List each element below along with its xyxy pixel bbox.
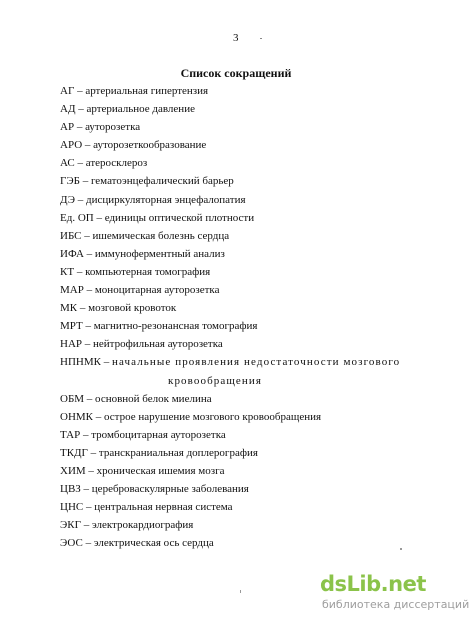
abbreviation-row xyxy=(60,245,400,263)
abbreviation-term: ДЭ xyxy=(60,193,76,206)
abbreviation-separator: – xyxy=(77,302,89,315)
page-title: Список сокращений xyxy=(180,66,292,80)
abbreviation-term: ИФА xyxy=(60,247,84,260)
abbreviation-row xyxy=(60,100,400,118)
abbreviation-separator: – xyxy=(82,139,94,152)
abbreviation-separator: – xyxy=(74,157,86,170)
abbreviation-definition: начальные проявления недостаточности мозгового xyxy=(111,356,401,369)
abbreviation-row xyxy=(60,408,400,426)
abbreviation-definition: электрическая ось сердца xyxy=(93,537,214,550)
abbreviation-term: ТАР xyxy=(60,428,81,441)
abbreviation-separator: – xyxy=(80,519,92,532)
abbreviation-row xyxy=(60,172,400,190)
abbreviation-separator: – xyxy=(83,247,95,260)
abbreviation-definition: нейтрофильная ауторозетка xyxy=(93,338,223,351)
abbreviation-row xyxy=(60,209,400,227)
abbreviation-term: ОБМ xyxy=(60,392,85,405)
abbreviation-separator: – xyxy=(74,265,86,278)
abbreviation-row xyxy=(60,317,400,335)
abbreviation-term: АРО xyxy=(60,139,83,152)
abbreviation-definition: тромбоцитарная ауторозетка xyxy=(91,428,226,441)
abbreviation-definition: мозговой кровоток xyxy=(88,302,177,315)
abbreviation-term: ЦНС xyxy=(60,501,84,514)
watermark-tagline: библиотека диссертаций xyxy=(322,598,469,611)
abbreviation-row xyxy=(60,335,400,353)
abbreviation-row xyxy=(60,390,400,408)
page-number: 3 xyxy=(233,32,239,44)
abbreviation-term: НАР xyxy=(60,338,83,351)
abbreviation-row xyxy=(60,191,400,209)
scan-speck xyxy=(400,548,402,550)
abbreviation-separator: – xyxy=(82,338,94,351)
abbreviation-row xyxy=(60,516,400,534)
abbreviation-term: ГЭБ xyxy=(60,175,80,188)
abbreviation-separator: – xyxy=(79,175,91,188)
abbreviation-separator: – xyxy=(75,193,87,206)
abbreviation-definition: единицы оптической плотности xyxy=(104,211,255,224)
abbreviation-term: КТ xyxy=(60,265,75,278)
abbreviation-definition: иммуноферментный анализ xyxy=(94,247,225,260)
abbreviation-term: ОНМК xyxy=(60,410,94,423)
abbreviation-definition: атеросклероз xyxy=(85,157,148,170)
abbreviation-term: Ед. ОП xyxy=(60,211,94,224)
abbreviation-term: НПНМК xyxy=(60,356,101,369)
abbreviation-separator: – xyxy=(82,537,94,550)
abbreviation-separator: – xyxy=(80,428,92,441)
abbreviation-row xyxy=(60,263,400,281)
abbreviation-term: МРТ xyxy=(60,320,83,333)
scan-speck xyxy=(260,38,262,39)
abbreviation-definition: гематоэнцефалический барьер xyxy=(90,175,234,188)
abbreviation-list xyxy=(60,82,400,552)
abbreviation-definition-continuation: кровообращения xyxy=(168,374,263,387)
abbreviation-separator: – xyxy=(74,121,86,134)
abbreviation-row xyxy=(60,498,400,516)
abbreviation-separator: – xyxy=(84,392,96,405)
abbreviation-definition: артериальная гипертензия xyxy=(85,85,209,97)
abbreviation-row xyxy=(60,444,400,462)
abbreviation-definition: транскраниальная доплерография xyxy=(98,446,258,459)
abbreviation-row xyxy=(60,353,400,371)
abbreviation-separator: – xyxy=(93,410,105,423)
abbreviation-definition: электрокардиография xyxy=(91,519,194,532)
abbreviation-separator: – xyxy=(74,85,86,97)
watermark-logo xyxy=(320,572,469,618)
abbreviation-definition: хроническая ишемия мозга xyxy=(96,464,225,477)
abbreviation-definition: цереброваскулярные заболевания xyxy=(91,483,249,496)
watermark-brand: dsLib.net xyxy=(320,572,426,596)
abbreviation-term: ЭКГ xyxy=(60,519,81,532)
abbreviation-separator: – xyxy=(93,211,105,224)
abbreviation-row xyxy=(60,227,400,245)
abbreviation-row xyxy=(60,534,400,552)
abbreviation-term: ИБС xyxy=(60,229,82,242)
abbreviation-definition: центральная нервная система xyxy=(94,501,233,514)
abbreviation-term: ХИМ xyxy=(60,464,86,477)
abbreviation-row xyxy=(60,136,400,154)
abbreviation-definition: артериальное давление xyxy=(86,103,195,116)
abbreviation-row xyxy=(60,426,400,444)
abbreviation-separator: – xyxy=(83,501,95,514)
abbreviation-definition: основной белок миелина xyxy=(95,392,212,405)
abbreviation-separator: – xyxy=(87,446,99,459)
abbreviation-definition: ауторозетка xyxy=(85,121,141,134)
abbreviation-separator: – xyxy=(75,103,87,116)
abbreviation-term: МАР xyxy=(60,284,84,297)
abbreviation-separator: – xyxy=(81,229,93,242)
abbreviation-separator: – xyxy=(85,464,97,477)
abbreviation-row xyxy=(60,154,400,172)
scan-speck xyxy=(240,590,241,593)
abbreviation-row xyxy=(60,462,400,480)
abbreviation-row xyxy=(60,299,400,317)
abbreviation-definition: моноцитарная ауторозетка xyxy=(94,284,220,297)
abbreviation-term: АГ xyxy=(60,85,75,97)
abbreviation-row xyxy=(60,82,400,100)
abbreviation-row xyxy=(60,118,400,136)
abbreviation-term: ЦВЗ xyxy=(60,483,81,496)
abbreviation-definition: компьютерная томография xyxy=(85,265,211,278)
abbreviation-separator: – xyxy=(80,483,92,496)
abbreviation-term: АС xyxy=(60,157,75,170)
abbreviation-row xyxy=(60,281,400,299)
abbreviation-term: АР xyxy=(60,121,75,134)
abbreviation-definition: магнитно-резонансная томография xyxy=(93,320,258,333)
abbreviation-term: ЭОС xyxy=(60,537,83,550)
abbreviation-separator: – xyxy=(82,320,94,333)
abbreviation-row xyxy=(60,480,400,498)
abbreviation-separator: – xyxy=(100,356,112,369)
abbreviation-definition: ишемическая болезнь сердца xyxy=(92,229,230,242)
abbreviation-definition: ауторозеткообразование xyxy=(93,139,207,152)
abbreviation-separator: – xyxy=(83,284,95,297)
abbreviation-term: АД xyxy=(60,103,76,116)
abbreviation-term: МК xyxy=(60,302,78,315)
abbreviation-definition: дисциркуляторная энцефалопатия xyxy=(86,193,246,206)
abbreviation-definition: острое нарушение мозгового кровообращения xyxy=(104,410,322,423)
abbreviation-term: ТКДГ xyxy=(60,446,88,459)
